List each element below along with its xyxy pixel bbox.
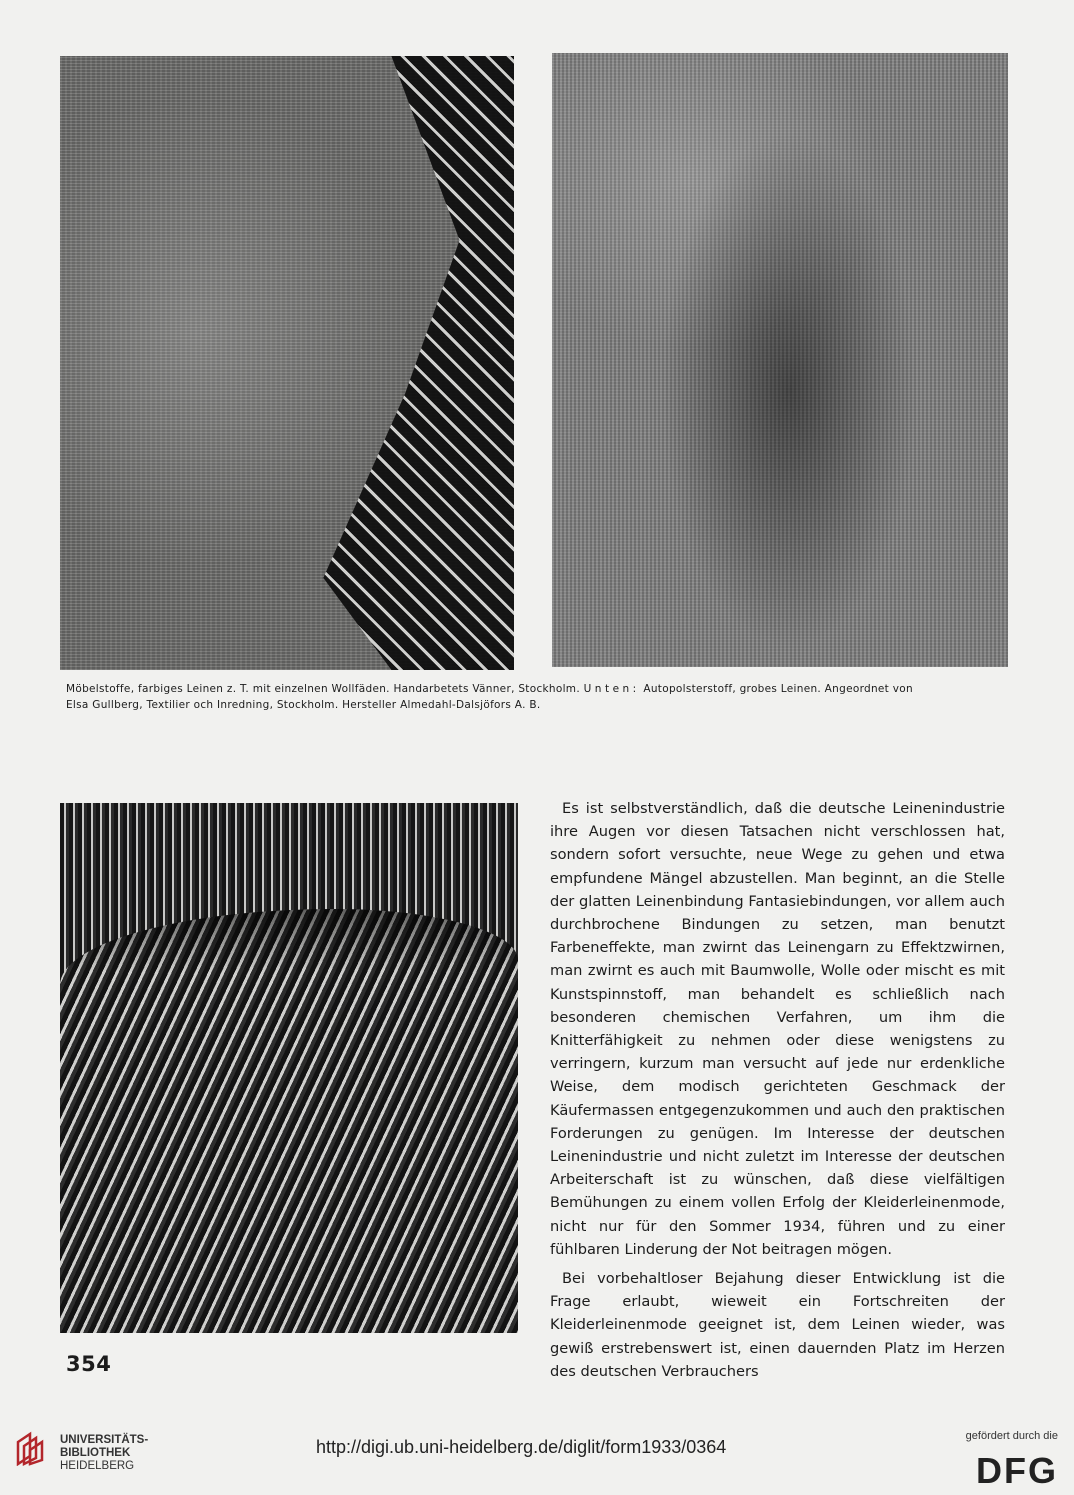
- article-body: [550, 797, 1005, 1383]
- coarse-linen-fold-photo: [552, 53, 1008, 667]
- seat-cushion: [60, 909, 518, 1333]
- body-paragraph-2: Bei vorbehaltloser Bejahung dieser Entwicklung ist die Frage erlaubt, wieweit ein Fortschreiten der Kleiderleinenmode geeignet ist, dem Leinen wieder, was gewiß erstrebenswert ist, einen dauernden Platz im Herzen des deutschen Verbrauchers: [550, 1270, 1005, 1380]
- body-paragraph-1: Es ist selbstverständlich, daß die deutsche Leinenindustrie ihre Augen vor diesen Tatsachen nicht verschlossen hat, sondern sofort versuchte, neue Wege zu gehen und etwa empfundene Mängel abzustellen. Man beginnt, an die Stelle der glatten Leinenbindung Fantasiebindungen, vor allem auch durchbrochene Bindungen zu setzen, man benutzt Farbeneffekte, man zwirnt das Leinengarn zu Effektzwirnen, man zwirnt es auch mit Baumwolle, Wolle oder mischt es mit Kunstspinnstoff, man behandelt es schließlich nach besonderen chemischen Verfahren, um ihm die Knitterfähigkeit zu nehmen oder diese wenigstens zu verringern, kurzum man versucht auf jede nur erdenkliche Weise, dem modisch gerichteten Geschmack der Käufermassen entgegenzukommen und auch den praktischen Forderungen zu genügen. Im Interesse der deutschen Leinenindustrie und nicht zuletzt im Interesse der deutschen Arbeiterschaft ist zu wünschen, daß diese vielfältigen Bemühungen zu einem vollen Erfolg der Kleiderleinenmode, nicht nur für den Sommer 1934, führen und zu einer fühlbaren Linderung der Not beitragen mögen.: [550, 800, 1005, 1258]
- page-number: 354: [66, 1352, 112, 1376]
- library-line-1: UNIVERSITÄTS-: [60, 1434, 149, 1446]
- funding-note: gefördert durch die: [965, 1430, 1058, 1442]
- striped-car-upholstery-photo: [60, 803, 518, 1333]
- dfg-logo: DFG: [976, 1450, 1058, 1491]
- ub-heidelberg-logo-icon: [14, 1430, 50, 1466]
- caption-line2: Elsa Gullberg, Textilier och Inredning, Stockholm. Hersteller Almedahl-Dalsjöfors A. B.: [66, 698, 541, 711]
- source-url-link[interactable]: http://digi.ub.uni-heidelberg.de/diglit/form1933/0364: [316, 1437, 727, 1457]
- zigzag-weave-fabric: [242, 56, 514, 670]
- caption-line1-b: Autopolsterstoff, grobes Leinen. Angeordnet von: [643, 683, 913, 695]
- caption-line1-a: Möbelstoffe, farbiges Leinen z. T. mit einzelnen Wollfäden. Handarbetets Vänner, Stockholm.: [66, 683, 580, 695]
- library-line-2: BIBLIOTHEK: [60, 1447, 131, 1459]
- caption-line1-spaced: Unten:: [583, 683, 640, 695]
- library-name: [60, 1434, 148, 1473]
- upholstery-linen-photo: [60, 56, 514, 670]
- photo-caption: [66, 682, 1008, 713]
- library-line-3: HEIDELBERG: [60, 1460, 135, 1472]
